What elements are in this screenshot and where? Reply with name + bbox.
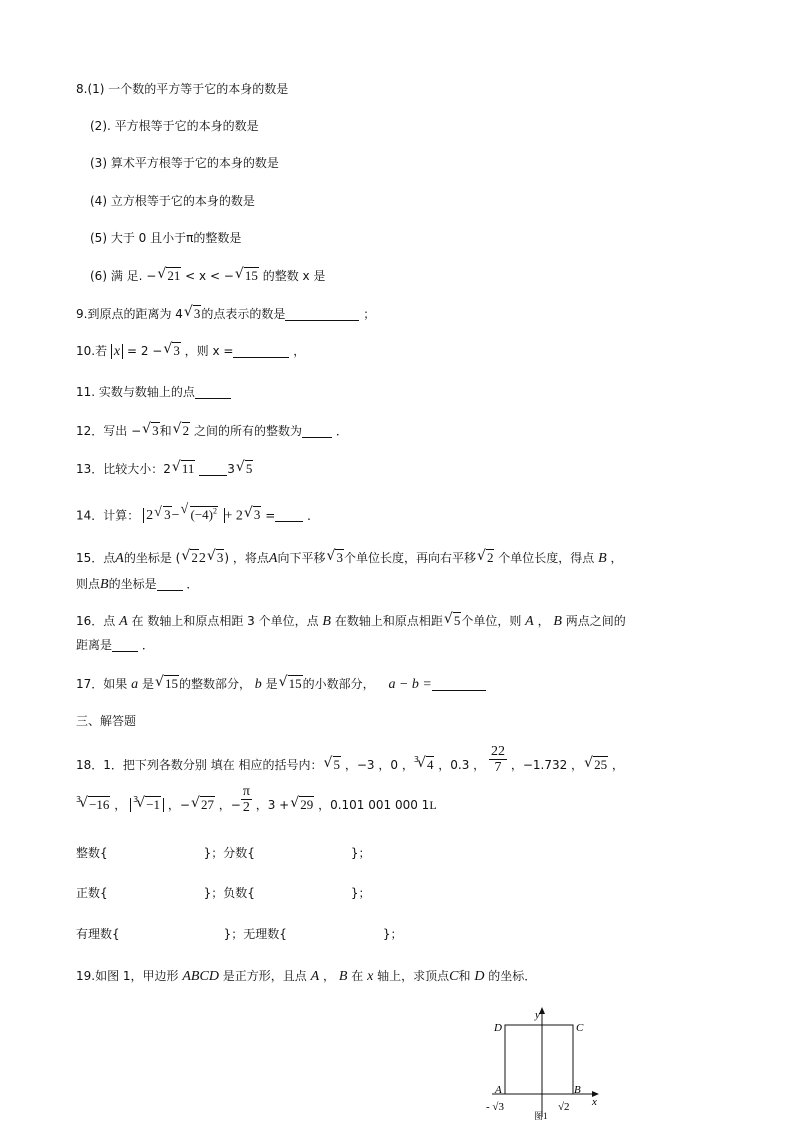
q14-pre: 14．计算： bbox=[76, 508, 140, 523]
fraction-pi-2 bbox=[241, 784, 252, 815]
q16-line-1 bbox=[76, 613, 626, 630]
cube-root bbox=[79, 797, 110, 813]
radicand: 2 bbox=[182, 423, 190, 438]
q19-t6: 的坐标． bbox=[488, 969, 537, 983]
radicand: 5 bbox=[333, 757, 341, 772]
cube-root bbox=[417, 757, 435, 773]
radical bbox=[172, 461, 196, 477]
point-B: B bbox=[338, 969, 348, 984]
radical bbox=[324, 757, 342, 773]
q10-post: ，则 x = bbox=[184, 344, 234, 358]
point-C: C bbox=[449, 969, 459, 984]
radicand: 4 bbox=[426, 757, 434, 772]
q15-pre: 15．点 bbox=[76, 551, 116, 565]
q19-t1: 是正方形，且点 bbox=[222, 969, 307, 983]
q15-line2-pre: 则点 bbox=[76, 577, 101, 591]
q8-item-6-num: (6) bbox=[90, 269, 107, 283]
radicand: −1 bbox=[146, 797, 161, 812]
absolute-value-expression bbox=[143, 508, 224, 523]
q15-line2-post: 的坐标是 bbox=[108, 577, 157, 591]
point-A: A bbox=[115, 551, 124, 566]
q8-item-4-num: (4) bbox=[90, 194, 107, 208]
fraction-numerator: 22 bbox=[491, 744, 505, 759]
absolute-value-x: x bbox=[111, 344, 123, 359]
q13 bbox=[76, 461, 253, 477]
radical bbox=[181, 504, 219, 524]
q11-text: 11. 实数与数轴上的点 bbox=[76, 385, 195, 399]
radical bbox=[207, 550, 225, 566]
q8-item-6-post: 的整数 x 是 bbox=[262, 269, 326, 283]
radical bbox=[290, 797, 314, 813]
radical bbox=[181, 550, 199, 566]
q17-t1: 是 bbox=[141, 677, 154, 691]
point-A: A bbox=[310, 969, 320, 984]
q10-eq: = 2 − bbox=[126, 344, 163, 358]
radicand: 15 bbox=[244, 268, 258, 283]
q19-t5: 和 bbox=[458, 969, 471, 983]
radicand: 3 bbox=[336, 550, 343, 565]
q8-item-2-num: (2). bbox=[90, 119, 111, 133]
q9-post: 的点表示的数是 bbox=[201, 307, 286, 321]
point-B: B bbox=[598, 551, 607, 566]
q13-pre: 13．比较大小：2 bbox=[76, 462, 171, 476]
q17-pre: 17．如果 bbox=[76, 677, 128, 691]
radical bbox=[584, 757, 608, 773]
answer-blank[interactable] bbox=[275, 508, 303, 522]
q8-item-6-pre: 满 足. − bbox=[110, 269, 157, 283]
section-title bbox=[76, 713, 136, 729]
q18-row-1 bbox=[76, 845, 371, 861]
q18-n8: ，3 + bbox=[255, 798, 290, 812]
radical bbox=[279, 676, 303, 692]
q14-plus: + 2 bbox=[224, 508, 243, 524]
var-b: b bbox=[254, 677, 262, 692]
answer-blank[interactable] bbox=[302, 424, 332, 438]
figure-caption: 图1 bbox=[534, 1111, 548, 1120]
q18-pre: 18．1．把下列各数分别 填在 相应的括号内： bbox=[76, 758, 323, 772]
q8-number: 8. bbox=[76, 82, 88, 96]
tick-sqrt2: √2 bbox=[558, 1101, 570, 1113]
q8-item-1-num: (1) bbox=[87, 82, 105, 96]
q15-t1: ，将点 bbox=[232, 551, 269, 565]
q18-n1: ，−3 ，0 ， bbox=[344, 758, 414, 772]
radicand: 3 bbox=[216, 550, 224, 565]
q16-t2: 在数轴上和原点相距 bbox=[334, 614, 443, 628]
q16-t5: 两点之间的 bbox=[565, 614, 626, 628]
root-index: 3 bbox=[76, 795, 82, 804]
q14-coef: 2 bbox=[146, 508, 154, 524]
exponent: 2 bbox=[213, 507, 218, 516]
answer-blank[interactable] bbox=[233, 344, 289, 358]
rational-label: 有理数{ bbox=[76, 927, 120, 941]
q17-expr: a − b = bbox=[388, 677, 432, 692]
radical bbox=[154, 507, 172, 524]
q17-t4: 的小数部分， bbox=[302, 677, 375, 691]
radicand: 15 bbox=[288, 676, 302, 691]
q18-n3: ，−1.732 ， bbox=[510, 758, 584, 772]
point-A: A bbox=[525, 614, 534, 629]
fraction-label: }；分数{ bbox=[203, 846, 255, 860]
label-A: A bbox=[495, 1084, 502, 1096]
absolute-value-cube-root bbox=[130, 795, 164, 812]
radicand: 3 bbox=[173, 343, 180, 358]
q8-item-1-text: 一个数的平方等于它的本身的数是 bbox=[108, 82, 289, 96]
q8-item-5-text: 大于 0 且小于π的整数是 bbox=[110, 231, 242, 245]
radicand: 21 bbox=[167, 268, 181, 283]
q16-t1: 在 数轴上和原点相距 3 个单位，点 bbox=[131, 614, 319, 628]
radicand: 11 bbox=[181, 461, 195, 476]
row-end: }； bbox=[350, 886, 371, 900]
cube-root bbox=[136, 797, 161, 813]
q18-n4: ， bbox=[611, 758, 624, 772]
q15-coord-end: ) bbox=[224, 551, 230, 565]
q10-end: ， bbox=[293, 344, 306, 358]
q18-n6: ，− bbox=[167, 798, 190, 812]
figure-square-coordinate bbox=[480, 1005, 610, 1120]
radicand: 3 bbox=[253, 507, 261, 523]
q10 bbox=[76, 343, 305, 360]
q19-t4: 轴上，求顶点 bbox=[377, 969, 450, 983]
q8-item-3-text: 算术平方根等于它的本身的数是 bbox=[110, 156, 279, 170]
q14-end: ． bbox=[307, 508, 320, 523]
q8-item-6 bbox=[90, 268, 325, 284]
q8-item-5-num: (5) bbox=[90, 231, 107, 245]
q15-t5: ， bbox=[610, 551, 623, 565]
radical bbox=[235, 268, 259, 284]
q8-item-1 bbox=[76, 81, 288, 97]
q8-item-4-text: 立方根等于它的本身的数是 bbox=[110, 194, 255, 208]
radicand: 29 bbox=[300, 797, 314, 812]
radicand: (−4) bbox=[190, 507, 214, 523]
q15-t3: 个单位长度，再向右平移 bbox=[343, 551, 476, 565]
answer-blank[interactable] bbox=[157, 577, 183, 591]
q18-line-1 bbox=[76, 744, 624, 775]
section-title-text: 三、解答题 bbox=[76, 714, 137, 728]
q17-t3: 是 bbox=[265, 677, 278, 691]
q19-pre: 19.如图 1，甲边形 bbox=[76, 969, 179, 983]
radicand: 5 bbox=[453, 613, 461, 628]
q18-n7: ，− bbox=[218, 798, 241, 812]
radical bbox=[444, 613, 462, 629]
radicand: 25 bbox=[594, 757, 608, 772]
radical bbox=[477, 550, 495, 566]
q15-line-2 bbox=[76, 576, 198, 593]
point-A: A bbox=[268, 551, 278, 566]
q18-row-3 bbox=[76, 926, 403, 942]
q8-item-5 bbox=[90, 230, 241, 246]
q12-end: ． bbox=[335, 424, 348, 438]
ellipsis-mark: L bbox=[429, 798, 437, 812]
radical bbox=[173, 423, 191, 439]
radicand: 5 bbox=[245, 461, 253, 476]
q16-line2: 距离是 bbox=[76, 638, 113, 652]
radical bbox=[191, 797, 215, 813]
row-end: }； bbox=[382, 927, 403, 941]
point-B: B bbox=[100, 577, 109, 592]
q11 bbox=[76, 384, 231, 400]
fraction-denominator: 7 bbox=[494, 760, 502, 775]
square-abcd bbox=[505, 1025, 573, 1094]
q16-t4: ， bbox=[537, 614, 550, 628]
radicand: 2 bbox=[191, 550, 198, 565]
answer-blank[interactable] bbox=[195, 385, 231, 399]
q18-row-2 bbox=[76, 885, 371, 901]
q16-t3: 个单位，则 bbox=[461, 614, 522, 628]
answer-blank[interactable] bbox=[112, 638, 138, 652]
q15-coord-mid: 2 bbox=[198, 551, 206, 566]
q17 bbox=[76, 676, 486, 693]
irrational-label: }；无理数{ bbox=[223, 927, 287, 941]
radical bbox=[155, 676, 179, 692]
q19 bbox=[76, 968, 536, 985]
q15-t2: 向下平移 bbox=[277, 551, 326, 565]
label-D: D bbox=[494, 1022, 502, 1034]
radical bbox=[236, 461, 254, 477]
q12-mid: 和 bbox=[159, 424, 172, 438]
q12-post: 之间的所有的整数为 bbox=[193, 424, 302, 438]
radical bbox=[163, 343, 181, 359]
fraction-numerator: π bbox=[242, 784, 250, 799]
radical bbox=[157, 268, 181, 284]
radicand: 3 bbox=[164, 507, 171, 523]
label-B: B bbox=[574, 1084, 581, 1096]
radicand: 2 bbox=[486, 550, 494, 565]
q16-pre: 16．点 bbox=[76, 614, 116, 628]
q12 bbox=[76, 423, 348, 439]
integer-label: 整数{ bbox=[76, 846, 108, 860]
q15-line-1 bbox=[76, 550, 623, 567]
q9-pre: 9.到原点的距离为 4 bbox=[76, 307, 183, 321]
radical bbox=[244, 507, 262, 523]
q15-t4: 个单位长度，得点 bbox=[498, 551, 595, 565]
axis-x: x bbox=[367, 969, 374, 984]
point-D: D bbox=[474, 969, 485, 984]
answer-blank[interactable] bbox=[285, 307, 359, 321]
root-index: 3 bbox=[133, 795, 139, 804]
var-a: a bbox=[131, 677, 139, 692]
tick-neg-sqrt3: - √3 bbox=[486, 1101, 504, 1113]
x-label: x bbox=[592, 1096, 597, 1108]
q9-end: ； bbox=[363, 307, 376, 321]
q15-coord-pre: 的坐标是 ( bbox=[123, 551, 181, 565]
q15-end: ． bbox=[186, 577, 199, 591]
radicand: 3 bbox=[193, 306, 201, 321]
answer-blank[interactable] bbox=[199, 462, 227, 476]
q19-t3: 在 bbox=[351, 969, 364, 983]
q12-pre: 12．写出 − bbox=[76, 424, 142, 438]
q8-item-2 bbox=[90, 118, 259, 134]
radical bbox=[142, 423, 160, 439]
fraction-denominator: 2 bbox=[242, 800, 250, 815]
radicand: −16 bbox=[89, 797, 110, 812]
q8-item-6-mid: < x < − bbox=[185, 269, 234, 283]
q19-t2: ， bbox=[323, 969, 336, 983]
y-axis-arrow-icon bbox=[539, 1007, 545, 1014]
negative-label: }；负数{ bbox=[203, 886, 255, 900]
point-B: B bbox=[322, 614, 331, 629]
radicand: 15 bbox=[164, 676, 178, 691]
y-label: y bbox=[535, 1009, 540, 1021]
point-B: B bbox=[553, 614, 562, 629]
row-end: }； bbox=[350, 846, 371, 860]
q18-n5: ， bbox=[114, 798, 127, 812]
q10-pre: 10.若 bbox=[76, 344, 108, 358]
q18-n2: ，0.3 ， bbox=[438, 758, 486, 772]
q8-item-3-num: (3) bbox=[90, 156, 107, 170]
radicand: 3 bbox=[152, 423, 159, 438]
q8-item-2-text: 平方根等于它的本身的数是 bbox=[114, 119, 259, 133]
q18-n9: ，0.101 001 000 1 bbox=[318, 798, 430, 812]
radicand: 27 bbox=[200, 797, 214, 812]
q13-mid: 3 bbox=[227, 462, 235, 476]
q16-line-2 bbox=[76, 637, 154, 653]
q8-item-4 bbox=[90, 193, 255, 209]
q14-minus: − bbox=[171, 508, 180, 524]
fraction-22-7 bbox=[489, 744, 507, 775]
q14-eq: = bbox=[265, 508, 276, 523]
q9 bbox=[76, 306, 375, 322]
radical bbox=[184, 306, 202, 322]
q8-item-3 bbox=[90, 155, 279, 171]
q17-t2: 的整数部分， bbox=[178, 677, 251, 691]
positive-label: 正数{ bbox=[76, 886, 108, 900]
shape-abcd: ABCD bbox=[182, 969, 219, 984]
q16-end: ． bbox=[141, 638, 154, 652]
radical bbox=[326, 550, 344, 566]
root-index: 3 bbox=[413, 755, 419, 764]
q18-line-2 bbox=[76, 784, 437, 815]
q14 bbox=[76, 504, 319, 524]
label-C: C bbox=[576, 1022, 584, 1034]
point-A: A bbox=[119, 614, 128, 629]
answer-blank[interactable] bbox=[432, 677, 486, 691]
